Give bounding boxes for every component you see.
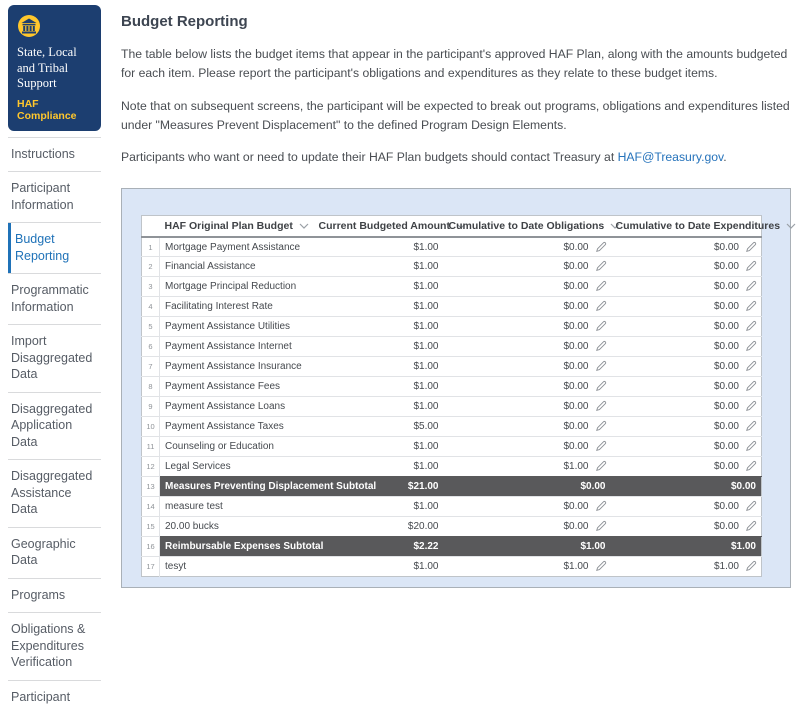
table-row (142, 557, 762, 577)
table-row (142, 497, 762, 517)
budget-item-name: Measures Preventing Displacement Subtotal (165, 481, 377, 493)
edit-expenditures-pencil-icon[interactable] (745, 301, 756, 312)
expenditures-value: $0.00 (713, 261, 739, 273)
current-budgeted-amount-value: $20.00 (407, 521, 439, 533)
current-budgeted-amount-value: $2.22 (413, 541, 439, 553)
treasury-logo-card (8, 5, 101, 131)
expenditures-value: $0.00 (713, 521, 739, 533)
sidebar-item-programs[interactable]: Programs (8, 578, 101, 613)
row-number: 13 (146, 482, 155, 492)
column-label: Current Budgeted Amount (318, 220, 450, 233)
obligations-value: $1.00 (563, 561, 589, 573)
edit-obligations-pencil-icon[interactable] (595, 441, 606, 452)
current-budgeted-amount-value: $1.00 (413, 321, 439, 333)
edit-expenditures-pencil-icon[interactable] (745, 381, 756, 392)
obligations-value: $1.00 (563, 461, 589, 473)
treasury-email-link[interactable]: HAF@Treasury.gov (617, 150, 724, 165)
row-number-header (142, 216, 160, 237)
row-number: 9 (148, 402, 153, 412)
table-row (142, 477, 762, 497)
edit-obligations-pencil-icon[interactable] (595, 401, 606, 412)
budget-item-name: Counseling or Education (165, 441, 274, 453)
edit-obligations-pencil-icon[interactable] (595, 521, 606, 532)
current-budgeted-amount-value: $1.00 (413, 381, 439, 393)
obligations-value: $0.00 (563, 241, 589, 253)
expenditures-value: $0.00 (713, 421, 739, 433)
current-budgeted-amount-value: $1.00 (413, 501, 439, 513)
current-budgeted-amount-value: $1.00 (413, 361, 439, 373)
budget-item-name: 20.00 bucks (165, 521, 219, 533)
row-number: 5 (148, 322, 153, 332)
current-budgeted-amount-value: $1.00 (413, 401, 439, 413)
edit-expenditures-pencil-icon[interactable] (745, 421, 756, 432)
bank-icon (17, 14, 93, 38)
table-row (142, 257, 762, 277)
edit-obligations-pencil-icon[interactable] (595, 461, 606, 472)
contact-paragraph (121, 148, 791, 167)
expenditures-value: $0.00 (713, 441, 739, 453)
row-number: 16 (146, 542, 155, 552)
row-number: 4 (148, 302, 153, 312)
budget-item-name: Financial Assistance (165, 261, 256, 273)
edit-expenditures-pencil-icon[interactable] (745, 501, 756, 512)
column-header-cumulative-obligations[interactable] (444, 216, 611, 237)
column-label: HAF Original Plan Budget (164, 220, 293, 233)
budget-item-name: Facilitating Interest Rate (165, 301, 273, 313)
budget-table (141, 215, 781, 577)
expenditures-value: $1.00 (713, 561, 739, 573)
intro-paragraph: The table below lists the budget items that appear in the participant's approved HAF Plan, along with the amounts budgeted for each item. Please report the participant's obligations and expenditures as they relate to these budget items. (121, 47, 788, 81)
edit-expenditures-pencil-icon[interactable] (745, 561, 756, 572)
expenditures-value: $0.00 (713, 321, 739, 333)
sidebar-item-programmatic-information[interactable]: Programmatic Information (8, 273, 101, 324)
edit-expenditures-pencil-icon[interactable] (745, 441, 756, 452)
budget-item-name: measure test (165, 501, 223, 513)
budget-item-name: Legal Services (165, 461, 231, 473)
sidebar-item-geographic-data[interactable]: Geographic Data (8, 527, 101, 578)
contact-text: Participants who want or need to update their HAF Plan budgets should contact Treasury at (121, 150, 618, 165)
table-row (142, 277, 762, 297)
obligations-value: $0.00 (563, 261, 589, 273)
expenditures-value: $1.00 (730, 541, 756, 553)
row-number: 1 (148, 242, 153, 252)
obligations-value: $0.00 (563, 381, 589, 393)
obligations-value: $0.00 (563, 501, 589, 513)
row-number: 11 (146, 442, 155, 452)
obligations-value: $0.00 (580, 481, 606, 493)
expenditures-value: $0.00 (713, 401, 739, 413)
expenditures-value: $0.00 (713, 301, 739, 313)
table-row (142, 417, 762, 437)
sidebar-item-participant-information[interactable]: Participant Information (8, 171, 101, 222)
chevron-down-icon[interactable] (780, 223, 796, 229)
table-row (142, 457, 762, 477)
edit-expenditures-pencil-icon[interactable] (745, 261, 756, 272)
expenditures-value: $0.00 (713, 461, 739, 473)
budget-table-body (142, 237, 762, 577)
budget-item-name: Payment Assistance Loans (165, 401, 286, 413)
expenditures-value: $0.00 (713, 361, 739, 373)
budget-item-name: Payment Assistance Taxes (165, 421, 284, 433)
column-header-plan-budget[interactable] (160, 216, 314, 237)
expenditures-value: $0.00 (713, 341, 739, 353)
obligations-value: $0.00 (563, 401, 589, 413)
sidebar (0, 0, 108, 704)
edit-expenditures-pencil-icon[interactable] (745, 521, 756, 532)
edit-obligations-pencil-icon[interactable] (595, 301, 606, 312)
table-row (142, 317, 762, 337)
current-budgeted-amount-value: $1.00 (413, 261, 439, 273)
budget-item-name: Payment Assistance Fees (165, 381, 281, 393)
obligations-value: $0.00 (563, 421, 589, 433)
org-name: State, Local and Tribal Support (17, 45, 77, 91)
obligations-value: $0.00 (563, 341, 589, 353)
row-number: 12 (146, 462, 155, 472)
note-paragraph: Note that on subsequent screens, the participant will be expected to break out programs, obligations and expenditures listed under "Measures Prevent Displacement" to the defined Program Design Elements. (121, 98, 790, 132)
expenditures-value: $0.00 (713, 501, 739, 513)
edit-obligations-pencil-icon[interactable] (595, 341, 606, 352)
edit-expenditures-pencil-icon[interactable] (745, 242, 756, 253)
budget-item-name: Mortgage Principal Reduction (165, 281, 297, 293)
row-number: 3 (148, 282, 153, 292)
sidebar-item-disaggregated-application-data[interactable]: Disaggregated Application Data (8, 392, 101, 460)
current-budgeted-amount-value: $21.00 (407, 481, 439, 493)
sidebar-item-participant[interactable]: Participant (8, 680, 101, 714)
edit-obligations-pencil-icon[interactable] (595, 242, 606, 253)
edit-expenditures-pencil-icon[interactable] (745, 401, 756, 412)
table-row (142, 297, 762, 317)
current-budgeted-amount-value: $1.00 (413, 341, 439, 353)
column-header-current-budgeted-amount[interactable] (314, 216, 450, 237)
program-name: HAF Compliance (17, 97, 77, 122)
table-row (142, 357, 762, 377)
budget-item-name: tesyt (165, 561, 187, 573)
sidebar-item-instructions[interactable]: Instructions (8, 137, 101, 172)
row-number: 2 (148, 262, 153, 272)
current-budgeted-amount-value: $1.00 (413, 241, 439, 253)
edit-expenditures-pencil-icon[interactable] (745, 281, 756, 292)
column-header-cumulative-expenditures[interactable] (611, 216, 781, 237)
edit-obligations-pencil-icon[interactable] (595, 561, 606, 572)
table-row (142, 397, 762, 417)
edit-obligations-pencil-icon[interactable] (595, 261, 606, 272)
row-number: 17 (146, 562, 155, 572)
table-row (142, 537, 762, 557)
edit-obligations-pencil-icon[interactable] (595, 421, 606, 432)
column-label: Cumulative to Date Expenditures (615, 220, 781, 233)
edit-obligations-pencil-icon[interactable] (595, 381, 606, 392)
edit-expenditures-pencil-icon[interactable] (745, 341, 756, 352)
obligations-value: $0.00 (563, 321, 589, 333)
obligations-value: $0.00 (563, 521, 589, 533)
current-budgeted-amount-value: $1.00 (413, 461, 439, 473)
sidebar-item-disaggregated-assistance-data[interactable]: Disaggregated Assistance Data (8, 459, 101, 527)
row-number: 10 (146, 422, 155, 432)
edit-obligations-pencil-icon[interactable] (595, 321, 606, 332)
obligations-value: $0.00 (563, 301, 589, 313)
budget-item-name: Payment Assistance Insurance (165, 361, 302, 373)
expenditures-value: $0.00 (730, 481, 756, 493)
budget-table-header (142, 216, 781, 237)
sidebar-item-obligations-expenditures-verification[interactable]: Obligations & Expenditures Verification (8, 612, 101, 680)
edit-expenditures-pencil-icon[interactable] (745, 361, 756, 372)
expenditures-value: $0.00 (713, 381, 739, 393)
budget-item-name: Payment Assistance Utilities (165, 321, 291, 333)
chevron-down-icon[interactable] (293, 223, 309, 229)
edit-expenditures-pencil-icon[interactable] (745, 321, 756, 332)
row-number: 7 (148, 362, 153, 372)
edit-expenditures-pencil-icon[interactable] (745, 461, 756, 472)
expenditures-value: $0.00 (713, 241, 739, 253)
table-row (142, 237, 762, 257)
sidebar-item-budget-reporting[interactable]: Budget Reporting (8, 222, 101, 273)
current-budgeted-amount-value: $1.00 (413, 281, 439, 293)
edit-obligations-pencil-icon[interactable] (595, 361, 606, 372)
budget-item-name: Reimbursable Expenses Subtotal (165, 541, 324, 553)
column-label: Cumulative to Date Obligations (448, 220, 605, 233)
contact-text-suffix: . (723, 150, 727, 165)
expenditures-value: $0.00 (713, 281, 739, 293)
budget-item-name: Payment Assistance Internet (165, 341, 292, 353)
budget-item-name: Mortgage Payment Assistance (165, 241, 301, 253)
edit-obligations-pencil-icon[interactable] (595, 501, 606, 512)
table-row (142, 437, 762, 457)
current-budgeted-amount-value: $1.00 (413, 561, 439, 573)
sidebar-nav (8, 137, 101, 714)
table-row (142, 337, 762, 357)
main-content (108, 0, 800, 573)
page-title: Budget Reporting (121, 13, 248, 30)
edit-obligations-pencil-icon[interactable] (595, 281, 606, 292)
row-number: 14 (146, 502, 155, 512)
obligations-value: $1.00 (580, 541, 606, 553)
row-number: 8 (148, 382, 153, 392)
table-row (142, 377, 762, 397)
budget-table-panel (121, 188, 791, 588)
obligations-value: $0.00 (563, 441, 589, 453)
row-number: 15 (146, 522, 155, 532)
obligations-value: $0.00 (563, 281, 589, 293)
current-budgeted-amount-value: $5.00 (413, 421, 439, 433)
current-budgeted-amount-value: $1.00 (413, 441, 439, 453)
obligations-value: $0.00 (563, 361, 589, 373)
table-row (142, 517, 762, 537)
current-budgeted-amount-value: $1.00 (413, 301, 439, 313)
sidebar-item-import-disaggregated-data[interactable]: Import Disaggregated Data (8, 324, 101, 392)
row-number: 6 (148, 342, 153, 352)
